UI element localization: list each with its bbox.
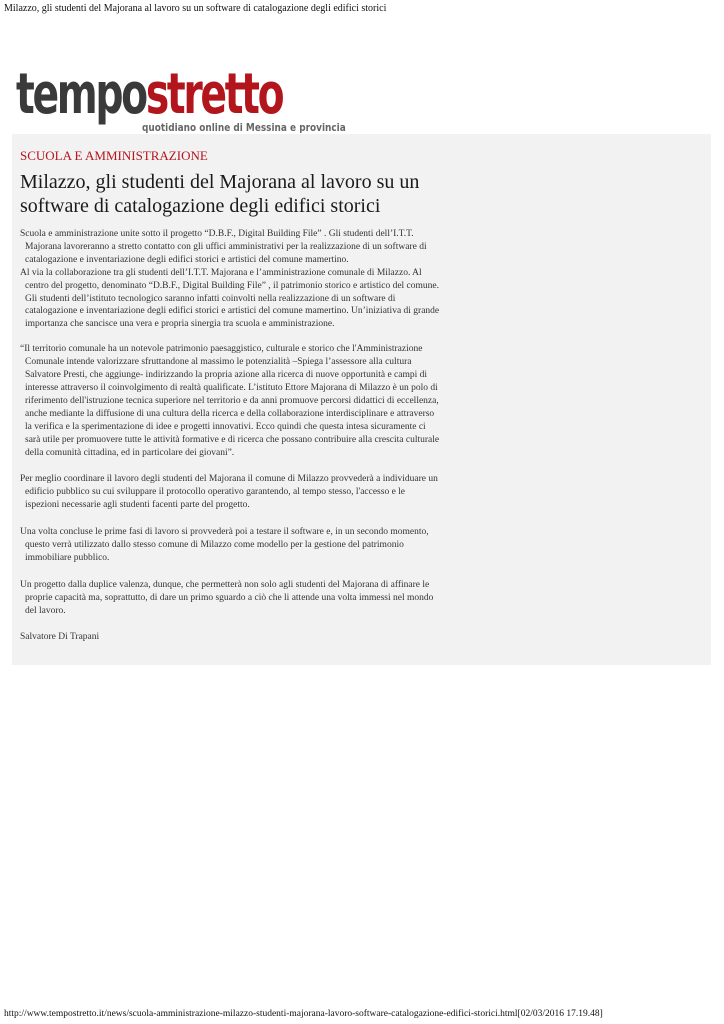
article-paragraph: Al via la collaborazione tra gli studenti dell’I.T.T. Majorana e l’amministrazione comunale di Milazzo. Al centro del progetto, denominato “D.B.F., Digital Building File” , il patrimonio storico e artistico del comune. Gli studenti dell’istituto tecnologico saranno infatti coinvolti nella realizzazione di un software di catalogazione e inventariazione degli edifici storici e artistici del comune mamertino. Un’iniziativa di grande importanza che sancisce una vera e propria sinergia tra scuola e amministrazione. — [20, 267, 440, 330]
article-title: Milazzo, gli studenti del Majorana al lavoro su un software di catalogazione degli edifici storici — [20, 171, 420, 217]
article-author: Salvatore Di Trapani — [20, 631, 100, 642]
print-header: Milazzo, gli studenti del Majorana al lavoro su un software di catalogazione degli edifici storici — [4, 3, 387, 14]
article-category[interactable]: SCUOLA E AMMINISTRAZIONE — [20, 148, 208, 163]
print-footer-url: http://www.tempostretto.it/news/scuola-amministrazione-milazzo-studenti-majorana-lavoro-software-catalogazione-edifici-storici.html[02/03/2016 17.19.48] — [4, 1009, 603, 1019]
article-paragraph-quote: “Il territorio comunale ha un notevole patrimonio paesaggistico, culturale e storico che l'Amministrazione Comunale intende valorizzare sfruttandone al massimo le potenzialità –Spiega l’assessore alla cultura Salvatore Presti, che aggiunge- indirizzando la propria azione alla ricerca di nuove opportunità e campi di interesse attraverso il coinvolgimento di realtà qualificate. L’istituto Ettore Majorana di Milazzo è un polo di riferimento dell'istruzione tecnica superiore nel territorio e da anni promuove percorsi didattici di eccellenza, anche mediante la diffusione di una cultura della ricerca e della collaborazione interdisciplinare e attraverso la verifica e la sperimentazione di idee e progetti innovativi. Ecco quindi che questa intesa sicuramente ci sarà utile per promuovere tutte le attività formative e di ricerca che possano contribuire alla crescita culturale della comunità cittadina, ed in particolare dei giovani”. — [20, 344, 440, 458]
article-paragraph: Un progetto dalla duplice valenza, dunque, che permetterà non solo agli studenti del Majorana di affinare le proprie capacità ma, soprattutto, di dare un primo sguardo a ciò che li attende una volta immessi nel mondo del lavoro. — [20, 579, 434, 616]
article-body — [20, 148, 440, 642]
logo-part-tempo: tempo — [16, 62, 146, 127]
logo-wordmark — [16, 62, 283, 127]
logo-tagline: quotidiano online di Messina e provincia — [142, 122, 346, 134]
article-paragraph: Per meglio coordinare il lavoro degli studenti del Majorana il comune di Milazzo provvederà a individuare un edificio pubblico su cui sviluppare il protocollo operativo garantendo, al tempo stesso, l'accesso e le ispezioni necessarie agli studenti facenti parte del progetto. — [20, 474, 438, 511]
article-paragraph: Una volta concluse le prime fasi di lavoro si provvederà poi a testare il software e, in un secondo momento, questo verrà utilizzato dallo stesso comune di Milazzo come modello per la gestione del patrimonio immobiliare pubblico. — [20, 527, 429, 563]
site-logo[interactable] — [16, 62, 346, 138]
article-container — [12, 134, 711, 665]
logo-part-stretto: stretto — [145, 62, 283, 127]
article-paragraph-intro: Scuola e amministrazione unite sotto il progetto “D.B.F., Digital Building File” . Gli studenti dell’I.T.T. Majorana lavoreranno a stretto contatto con gli uffici amministrativi per la realizzazione di un software di catalogazione e inventariazione degli edifici storici e artistici del comune mamertino. — [20, 229, 427, 265]
